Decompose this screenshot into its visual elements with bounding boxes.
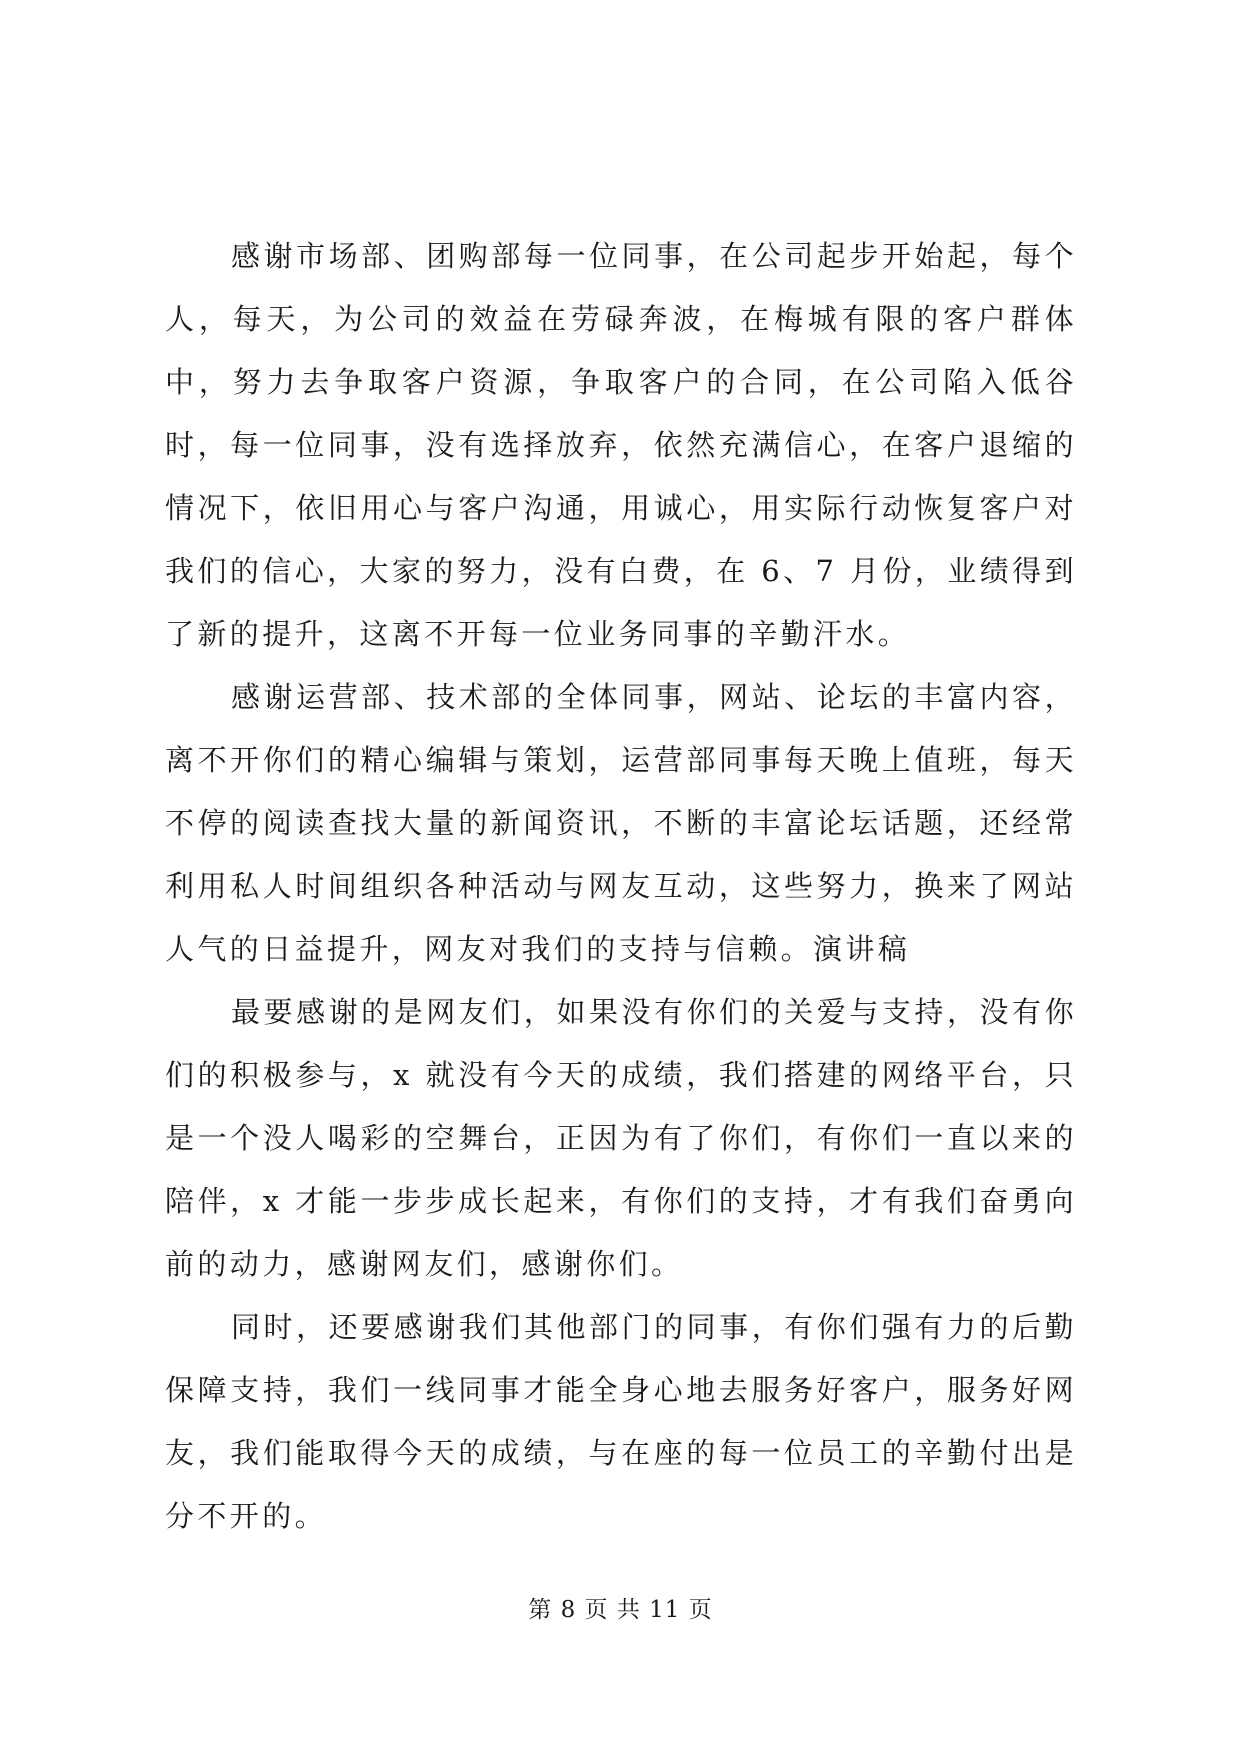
page-number-footer: 第 8 页 共 11 页 (528, 1597, 713, 1623)
paragraph-thanks-marketing: 感谢市场部、团购部每一位同事，在公司起步开始起，每个人，每天，为公司的效益在劳碌奔波，在梅城有限的客户群体中，努力去争取客户资源，争取客户的合同，在公司陷入低谷时，每一位同事，没有选择放弃，依然充满信心，在客户退缩的情况下，依旧用心与客户沟通，用诚心，用实际行动恢复客户对我们的信心，大家的努力，没有白费，在 6、7 月份，业绩得到了新的提升，这离不开每一位业务同事的辛勤汗水。 (165, 239, 1077, 651)
paragraph-thanks-netizens: 最要感谢的是网友们，如果没有你们的关爱与支持，没有你们的积极参与，x 就没有今天的成绩，我们搭建的网络平台，只是一个没人喝彩的空舞台，正因为有了你们，有你们一直以来的陪伴，x 才能一步步成长起来，有你们的支持，才有我们奋勇向前的动力，感谢网友们，感谢你们。 (165, 995, 1077, 1281)
document-body (165, 225, 1077, 1548)
paragraph-thanks-operations: 感谢运营部、技术部的全体同事，网站、论坛的丰富内容，离不开你们的精心编辑与策划，运营部同事每天晚上值班，每天不停的阅读查找大量的新闻资讯，不断的丰富论坛话题，还经常利用私人时间组织各种活动与网友互动，这些努力，换来了网站人气的日益提升，网友对我们的支持与信赖。演讲稿 (165, 680, 1077, 966)
paragraph-thanks-other-departments: 同时，还要感谢我们其他部门的同事，有你们强有力的后勤保障支持，我们一线同事才能全身心地去服务好客户，服务好网友，我们能取得今天的成绩，与在座的每一位员工的辛勤付出是分不开的。 (165, 1310, 1077, 1533)
